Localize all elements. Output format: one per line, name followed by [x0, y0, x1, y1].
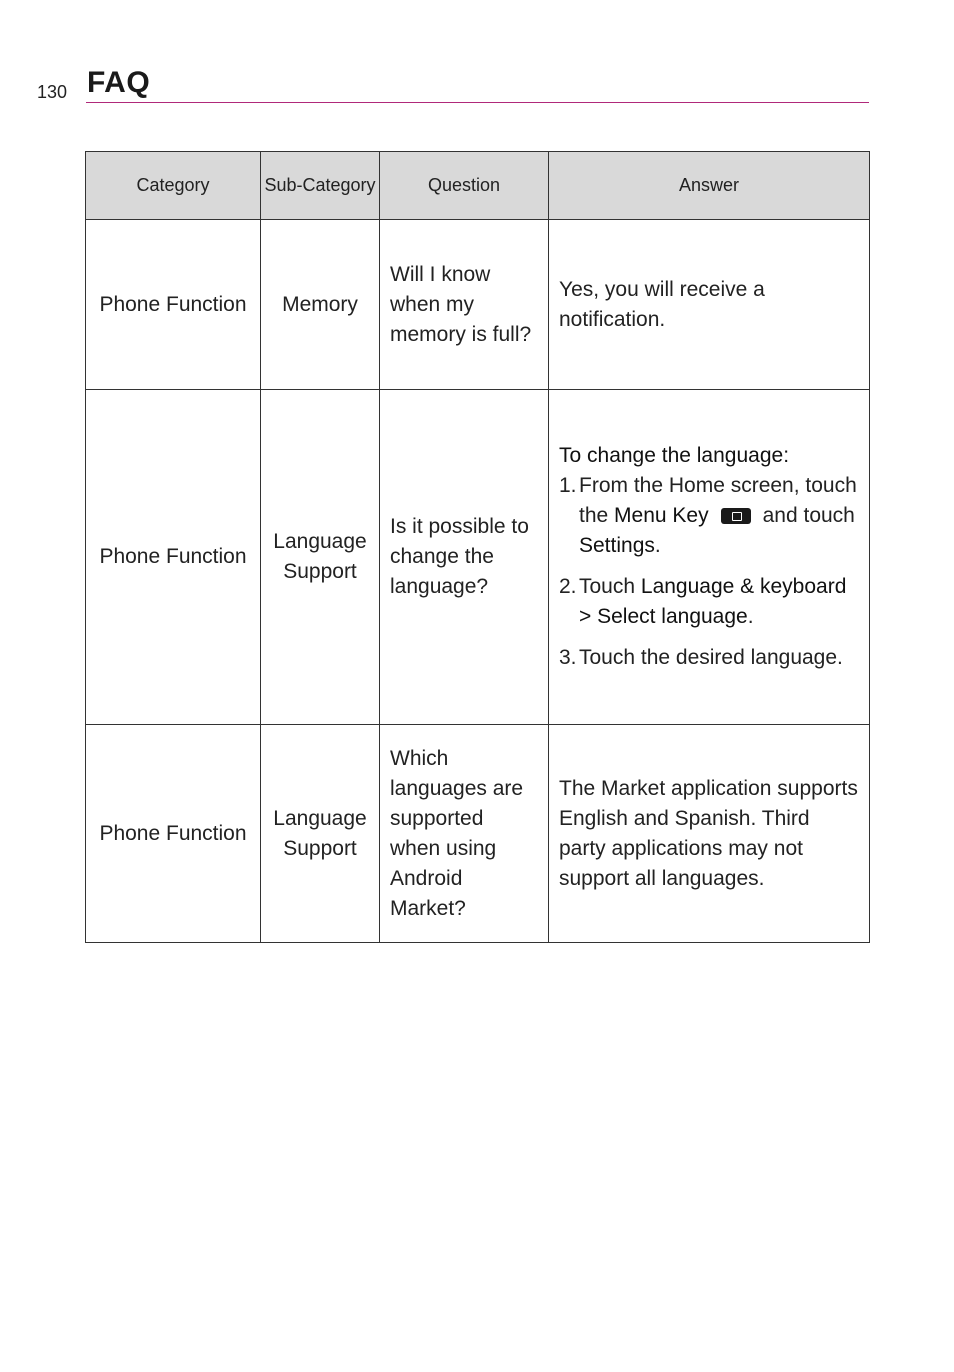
header-category: Category [86, 152, 261, 220]
answer-steps [559, 471, 859, 673]
title-divider [86, 102, 869, 103]
step-item [559, 572, 859, 632]
menu-key-icon [721, 508, 751, 524]
cell-sub-category: Language Support [261, 390, 380, 725]
table-row [86, 390, 870, 725]
cell-question: Is it possible to change the language? [380, 390, 549, 725]
header-sub-category: Sub-Category [261, 152, 380, 220]
cell-answer: Yes, you will receive a notification. [549, 220, 870, 390]
page-number: 130 [37, 82, 68, 102]
step-number: 1. [559, 474, 577, 497]
step-number: 3. [559, 646, 577, 669]
table-row [86, 725, 870, 943]
header-question: Question [380, 152, 549, 220]
answer-heading: To change the language: [559, 444, 790, 467]
header-answer: Answer [549, 152, 870, 220]
cell-sub-category: Memory [261, 220, 380, 390]
menu-key-label: Menu Key [614, 504, 709, 527]
step-text: Touch [579, 575, 636, 598]
step-number: 2. [559, 575, 577, 598]
cell-category: Phone Function [86, 725, 261, 943]
step-text: and touch [762, 504, 855, 527]
cell-category: Phone Function [86, 390, 261, 725]
cell-question: Will I know when my memory is full? [380, 220, 549, 390]
cell-category: Phone Function [86, 220, 261, 390]
table-header [86, 152, 870, 220]
menu-path-label: Language & keyboard > Select language [579, 575, 847, 628]
step-item [559, 643, 859, 673]
step-period: . [654, 534, 661, 557]
step-text: Touch the desired language. [579, 646, 843, 669]
cell-sub-category: Language Support [261, 725, 380, 943]
header-row [86, 152, 870, 220]
page-title: FAQ [87, 66, 151, 99]
faq-table [85, 151, 870, 943]
cell-answer: The Market application supports English and Spanish. Third party applications may not support all languages. [549, 725, 870, 943]
step-text: From the Home screen, touch the [579, 474, 857, 527]
step-period: . [747, 605, 754, 628]
table-row [86, 220, 870, 390]
cell-answer [549, 390, 870, 725]
step-item [559, 471, 859, 561]
settings-label: Settings [579, 534, 655, 557]
cell-question: Which languages are supported when using Android Market? [380, 725, 549, 943]
